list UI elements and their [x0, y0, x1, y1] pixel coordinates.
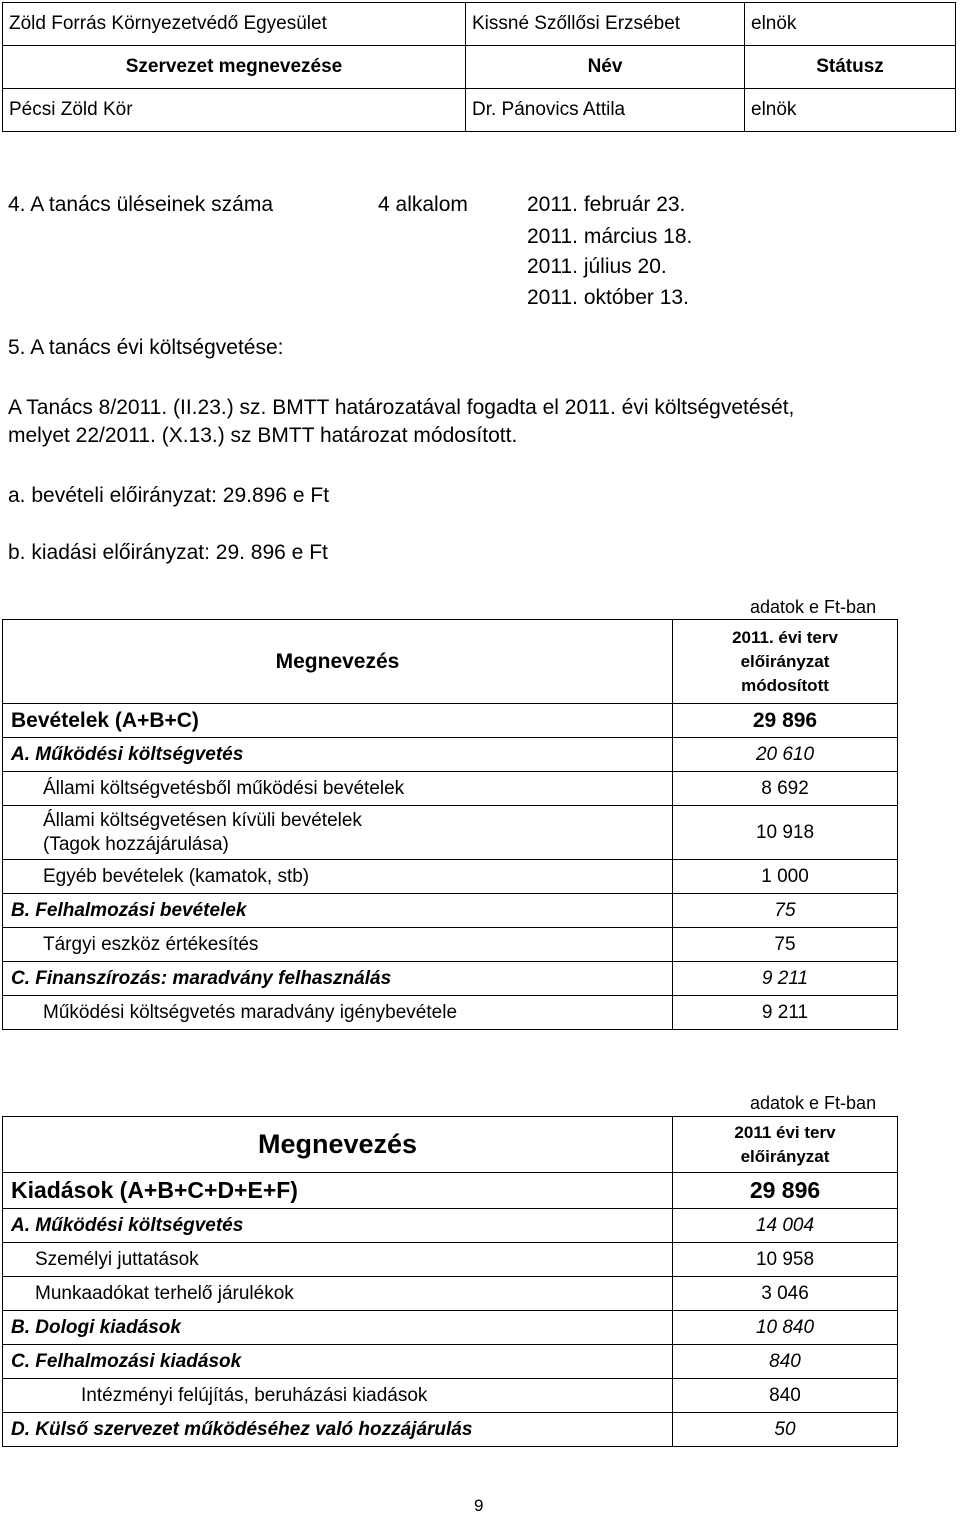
name-cell: Dr. Pánovics Attila: [466, 89, 745, 132]
status-cell: elnök: [745, 89, 956, 132]
total-row: [3, 1173, 898, 1209]
section-value: 75: [673, 894, 898, 928]
table-row: [3, 89, 956, 132]
section-row: [3, 738, 898, 772]
value-column-header: [673, 620, 898, 704]
name-column-header: Megnevezés: [3, 620, 673, 704]
section-row: [3, 962, 898, 996]
item-row: [3, 1277, 898, 1311]
section-label: D. Külső szervezet működéséhez való hozzájárulás: [3, 1413, 673, 1447]
item-row: [3, 996, 898, 1030]
section-label: B. Dologi kiadások: [3, 1311, 673, 1345]
item-row: [3, 806, 898, 860]
item-row: [3, 860, 898, 894]
unit-note: adatok e Ft-ban: [750, 1093, 877, 1113]
section-row: [3, 1413, 898, 1447]
item-label: Tárgyi eszköz értékesítés: [3, 928, 673, 962]
header-line: előirányzat: [740, 651, 830, 671]
meeting-date: 2011. február 23.: [527, 193, 686, 216]
item-label: [3, 806, 673, 860]
meetings-label: 4. A tanács üléseinek száma: [8, 193, 273, 216]
section-row: [3, 1345, 898, 1379]
section-label: A. Működési költségvetés: [3, 1209, 673, 1243]
total-label: Kiadások (A+B+C+D+E+F): [3, 1173, 673, 1209]
section-label: A. Működési költségvetés: [3, 738, 673, 772]
meeting-date: 2011. október 13.: [527, 286, 689, 309]
header-line: 2011. évi terv: [732, 627, 838, 647]
total-label: Bevételek (A+B+C): [3, 704, 673, 738]
value-column-header: [673, 1117, 898, 1173]
section-value: 14 004: [673, 1209, 898, 1243]
meetings-count: 4 alkalom: [378, 193, 468, 216]
item-value: 8 692: [673, 772, 898, 806]
income-table: [2, 619, 898, 1030]
table-header-row: [3, 46, 956, 89]
item-label: Személyi juttatások: [3, 1243, 673, 1277]
meeting-date: 2011. március 18.: [527, 225, 693, 248]
item-label: Egyéb bevételek (kamatok, stb): [3, 860, 673, 894]
name-cell: Kissné Szőllősi Erzsébet: [466, 3, 745, 46]
item-label-line: Állami költségvetésen kívüli bevételek: [43, 809, 362, 831]
section-row: [3, 1209, 898, 1243]
item-row: [3, 772, 898, 806]
total-row: [3, 704, 898, 738]
section-value: 9 211: [673, 962, 898, 996]
section-label: C. Finanszírozás: maradvány felhasználás: [3, 962, 673, 996]
item-value: 3 046: [673, 1277, 898, 1311]
expense-table: [2, 1116, 898, 1447]
item-value: 10 918: [673, 806, 898, 860]
item-row: [3, 1243, 898, 1277]
item-value: 9 211: [673, 996, 898, 1030]
section-value: 10 840: [673, 1311, 898, 1345]
org-cell: Zöld Forrás Környezetvédő Egyesület: [3, 3, 466, 46]
section-label: C. Felhalmozási kiadások: [3, 1345, 673, 1379]
table-row: [3, 3, 956, 46]
header-line: előirányzat: [740, 1146, 830, 1166]
item-row: [3, 928, 898, 962]
item-label: Működési költségvetés maradvány igénybevétele: [3, 996, 673, 1030]
section-row: [3, 894, 898, 928]
item-label: Állami költségvetésből működési bevételek: [3, 772, 673, 806]
income-appropriation: a. bevételi előirányzat: 29.896 e Ft: [8, 484, 330, 507]
section-row: [3, 1311, 898, 1345]
expense-appropriation: b. kiadási előirányzat: 29. 896 e Ft: [8, 541, 328, 564]
total-value: 29 896: [673, 704, 898, 738]
budget-heading: 5. A tanács évi költségvetése:: [8, 336, 284, 359]
item-label: Intézményi felújítás, beruházási kiadások: [3, 1379, 673, 1413]
item-label-line: (Tagok hozzájárulása): [43, 833, 229, 855]
section-value: 50: [673, 1413, 898, 1447]
budget-text-line: melyet 22/2011. (X.13.) sz BMTT határozat módosított.: [8, 424, 518, 447]
org-header: Szervezet megnevezése: [3, 46, 466, 89]
total-value: 29 896: [673, 1173, 898, 1209]
item-value: 75: [673, 928, 898, 962]
item-value: 1 000: [673, 860, 898, 894]
status-header: Státusz: [745, 46, 956, 89]
table-header-row: [3, 620, 898, 704]
item-value: 840: [673, 1379, 898, 1413]
section-value: 840: [673, 1345, 898, 1379]
table-header-row: [3, 1117, 898, 1173]
item-value: 10 958: [673, 1243, 898, 1277]
page-number: 9: [474, 1496, 484, 1515]
name-column-header: Megnevezés: [3, 1117, 673, 1173]
item-label: Munkaadókat terhelő járulékok: [3, 1277, 673, 1311]
organization-table: [2, 2, 956, 132]
unit-note: adatok e Ft-ban: [750, 597, 877, 617]
section-value: 20 610: [673, 738, 898, 772]
org-cell: Pécsi Zöld Kör: [3, 89, 466, 132]
name-header: Név: [466, 46, 745, 89]
header-line: módosított: [741, 675, 829, 695]
header-line: 2011 évi terv: [734, 1122, 836, 1142]
meeting-date: 2011. július 20.: [527, 255, 667, 278]
status-cell: elnök: [745, 3, 956, 46]
item-row: [3, 1379, 898, 1413]
section-label: B. Felhalmozási bevételek: [3, 894, 673, 928]
budget-text-line: A Tanács 8/2011. (II.23.) sz. BMTT határozatával fogadta el 2011. évi költségvetését,: [8, 396, 795, 419]
